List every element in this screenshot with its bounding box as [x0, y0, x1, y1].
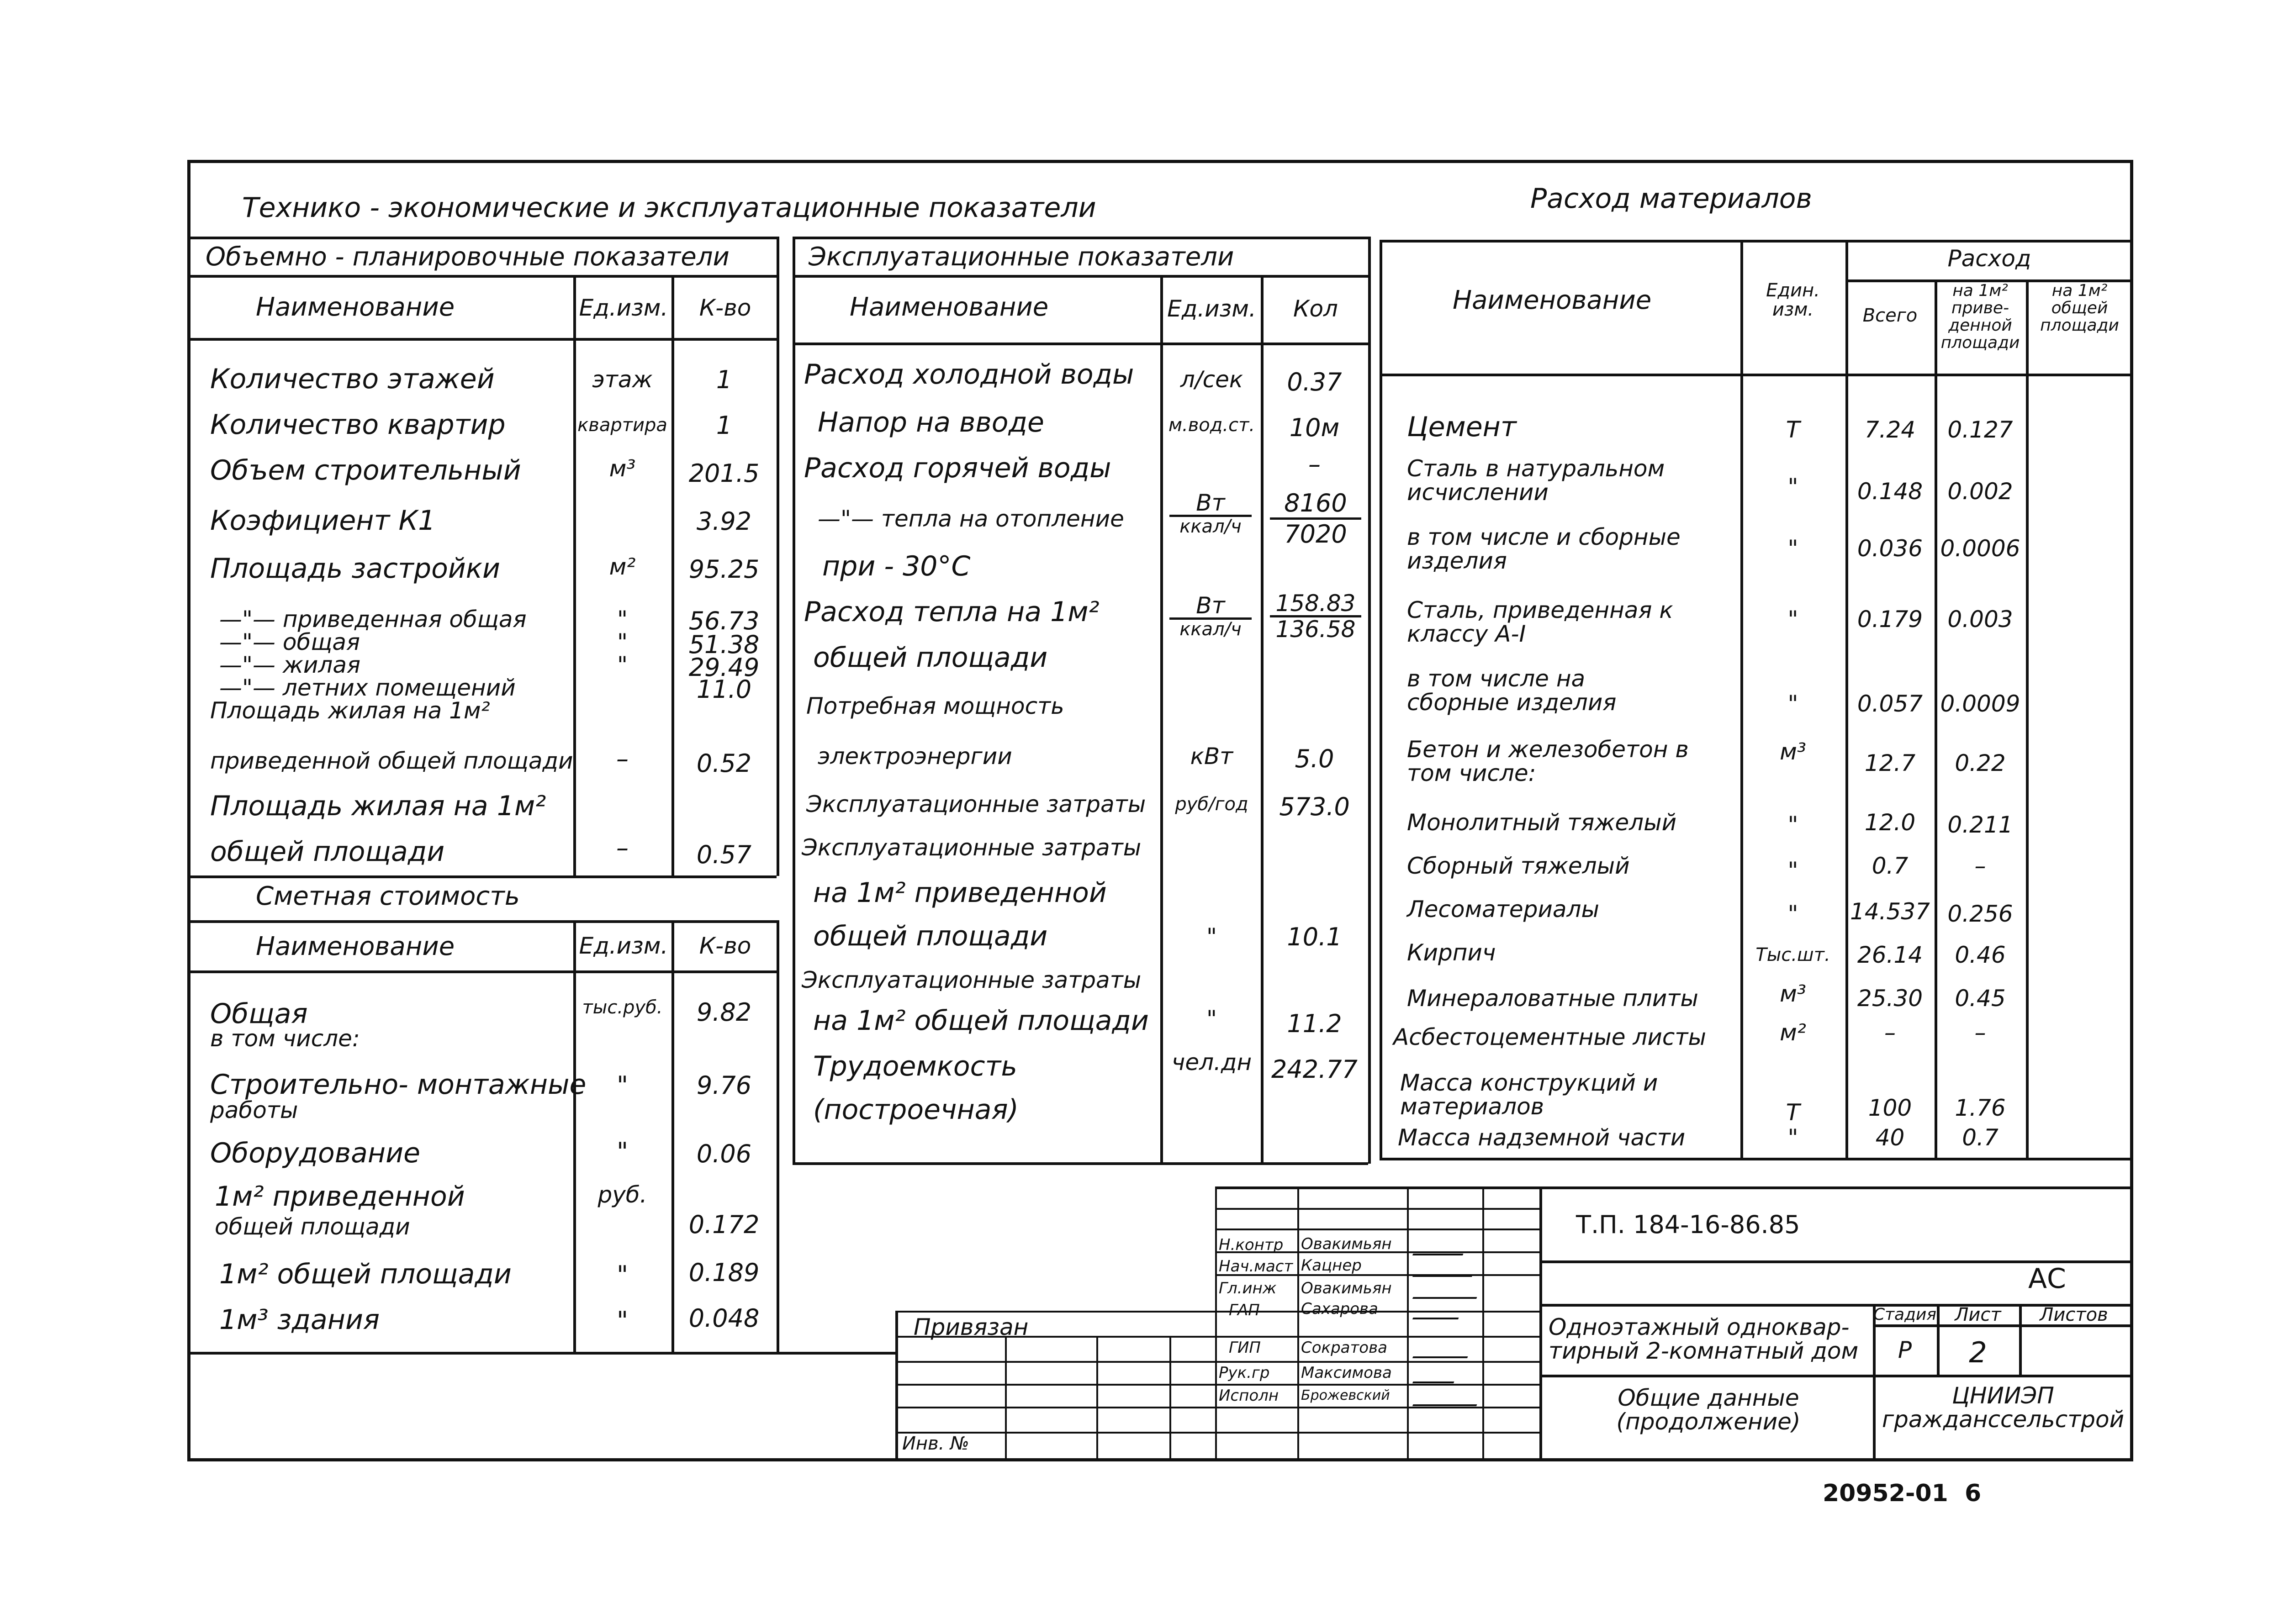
- row-name: Минераловатные плиты: [1407, 985, 1698, 1012]
- row-per: 0.7: [1962, 1124, 1998, 1151]
- row-name: Объем строительный: [210, 454, 521, 486]
- role-label: Н.контр: [1219, 1236, 1284, 1254]
- row-total: –: [1884, 1019, 1896, 1046]
- row-name: 1м³ здания: [219, 1304, 380, 1336]
- row-value: 1: [716, 365, 732, 394]
- row-value: 0.189: [688, 1258, 760, 1287]
- row-unit: –: [616, 833, 629, 862]
- row-name: Сборный тяжелый: [1407, 853, 1630, 879]
- row-name: Площадь застройки: [210, 553, 501, 585]
- row-total: 0.7: [1872, 853, 1909, 879]
- row-name: Цемент: [1407, 411, 1517, 443]
- sheet-header: Лист: [1955, 1304, 2001, 1325]
- row-per: 0.0009: [1940, 691, 2020, 717]
- row-name: 1м² общей площади: [219, 1258, 512, 1290]
- row-value: 9.82: [696, 998, 752, 1027]
- row-unit: м.вод.ст.: [1168, 415, 1255, 436]
- row-name: Масса конструкций и материалов: [1400, 1070, 1658, 1120]
- project-code: Т.П. 184-16-86.85: [1576, 1210, 1800, 1239]
- role-label: ГИП: [1229, 1339, 1261, 1357]
- row-unit: ": [1206, 923, 1217, 950]
- row-unit: кВт: [1190, 743, 1233, 770]
- row-name: общей площади: [813, 642, 1048, 674]
- row-unit: ": [1787, 606, 1798, 633]
- row-name: Лесоматериалы: [1407, 896, 1599, 923]
- row-name: Масса надземной части: [1398, 1124, 1686, 1151]
- row-total: 7.24: [1864, 417, 1916, 443]
- row-name: (построечная): [813, 1094, 1019, 1126]
- row-name: приведенной общей площади: [210, 748, 573, 774]
- row-name: Оборудование: [210, 1137, 420, 1169]
- tied-label: Привязан: [914, 1314, 1029, 1340]
- materials-header-unit: Един. изм.: [1766, 280, 1820, 320]
- row-value: –: [1308, 450, 1321, 479]
- row-total: 0.179: [1857, 606, 1923, 633]
- cost-header-qty: К-во: [699, 933, 751, 959]
- role-label: Рук.гр: [1219, 1364, 1270, 1382]
- row-unit: м²: [1780, 1019, 1806, 1046]
- materials-header-per-reduced: на 1м² приве- денной площади: [1940, 281, 2020, 352]
- row-value: 0.52: [696, 749, 752, 778]
- row-name: Расход тепла на 1м²: [804, 596, 1100, 628]
- row-name: Сталь в натуральном исчислении: [1407, 455, 1665, 506]
- row-name: Эксплуатационные затраты: [802, 967, 1142, 993]
- row-name: Эксплуатационные затраты: [802, 834, 1142, 861]
- person-name: Сахарова: [1301, 1300, 1378, 1318]
- person-name: Сократова: [1301, 1339, 1387, 1357]
- row-value: 29.49: [688, 653, 760, 682]
- row-name: Общая: [210, 998, 308, 1030]
- row-name: Потребная мощность: [806, 693, 1064, 719]
- stage-header: Стадия: [1873, 1305, 1937, 1324]
- row-value: 0.172: [688, 1210, 760, 1239]
- row-unit: л/сек: [1180, 366, 1243, 393]
- stage-value: Р: [1898, 1337, 1912, 1363]
- row-total: 14.537: [1850, 898, 1930, 925]
- row-unit: Т: [1786, 417, 1800, 443]
- row-unit: м³: [609, 455, 636, 482]
- row-per: 0.46: [1955, 942, 2006, 968]
- row-unit: квартира: [577, 415, 667, 436]
- row-unit: ": [617, 1137, 628, 1166]
- row-unit: чел.дн: [1171, 1049, 1252, 1076]
- row-unit: Тыс.шт.: [1755, 944, 1830, 965]
- row-name: Монолитный тяжелый: [1407, 809, 1677, 836]
- row-value: 0.06: [696, 1139, 752, 1168]
- value-numerator: 158.83: [1275, 590, 1356, 617]
- row-per: 1.76: [1955, 1095, 2006, 1121]
- row-name: работы: [210, 1097, 298, 1123]
- ops-header-unit: Ед.изм.: [1167, 295, 1256, 322]
- row-name: Площадь жилая на 1м²: [210, 697, 490, 724]
- role-label: Гл.инж: [1219, 1279, 1277, 1297]
- row-name: Количество этажей: [210, 363, 495, 395]
- row-per: 0.127: [1947, 417, 2013, 443]
- row-name: Площадь жилая на 1м²: [210, 790, 546, 822]
- heat1-values: [1270, 591, 1361, 641]
- row-name: в том числе:: [210, 1025, 360, 1052]
- row-total: 0.036: [1857, 535, 1923, 562]
- row-total: 40: [1875, 1124, 1905, 1151]
- row-name: в том числе и сборные изделия: [1407, 524, 1681, 574]
- row-value: 242.77: [1271, 1055, 1358, 1084]
- sheet-title: Общие данные (продолжение): [1616, 1385, 1801, 1435]
- cost-header-unit: Ед.изм.: [579, 933, 668, 959]
- row-per: 0.0006: [1940, 535, 2020, 562]
- project-name: Одноэтажный одноквар- тирный 2-комнатный дом: [1549, 1314, 1859, 1364]
- row-name: на 1м² приведенной: [813, 877, 1107, 909]
- row-name: общей площади: [215, 1213, 410, 1240]
- row-name: электроэнергии: [818, 743, 1012, 770]
- row-value: 3.92: [696, 507, 752, 536]
- role-label: Нач.маст: [1219, 1257, 1293, 1276]
- row-unit: ": [1787, 857, 1798, 884]
- row-value: 573.0: [1279, 792, 1350, 821]
- row-per: 0.211: [1947, 812, 2013, 838]
- row-per: 0.45: [1955, 985, 2006, 1012]
- row-unit: –: [616, 744, 629, 773]
- row-name: при - 30°С: [822, 550, 971, 582]
- row-value: 10м: [1289, 413, 1340, 442]
- person-name: Овакимьян: [1301, 1279, 1392, 1297]
- person-name: Кацнер: [1301, 1256, 1362, 1275]
- row-unit: ": [1787, 691, 1798, 717]
- row-name: Асбестоцементные листы: [1393, 1024, 1706, 1050]
- role-label: ГАП: [1229, 1301, 1260, 1319]
- unit-denominator: ккал/ч: [1169, 515, 1252, 536]
- row-total: 12.7: [1864, 750, 1916, 776]
- row-name: Расход холодной воды: [804, 359, 1134, 390]
- signature-mark: [1412, 1279, 1484, 1299]
- unit-numerator: Вт: [1196, 592, 1225, 619]
- space-header-name: Наименование: [256, 292, 455, 322]
- row-unit: руб.: [597, 1181, 647, 1208]
- row-name: —"— летних помещений: [219, 675, 516, 701]
- signature-mark: [1412, 1338, 1475, 1358]
- row-per: –: [1974, 1019, 1986, 1046]
- heat1-units: [1169, 594, 1252, 639]
- row-per: 0.256: [1947, 901, 2013, 927]
- row-unit: ": [1206, 1006, 1217, 1032]
- row-unit: тыс.руб.: [582, 997, 663, 1018]
- organization: ЦНИИЭП гражданссельстрой: [1882, 1382, 2125, 1433]
- row-name: Трудоемкость: [813, 1050, 1017, 1082]
- document-number: 20952-01 6: [1823, 1480, 1982, 1507]
- row-total: 0.148: [1857, 478, 1923, 505]
- row-name: —"— жилая: [219, 652, 361, 678]
- row-value: 95.25: [688, 555, 760, 584]
- person-name: Максимова: [1301, 1364, 1392, 1382]
- row-unit: м³: [1780, 981, 1806, 1007]
- row-name: Количество квартир: [210, 409, 506, 441]
- row-value: 56.73: [688, 606, 760, 635]
- value-denominator: 136.58: [1270, 615, 1361, 641]
- signature-mark: [1412, 1235, 1470, 1255]
- main-title: Технико - экономические и эксплуатационные показатели: [242, 192, 1096, 224]
- row-unit: этаж: [592, 366, 653, 393]
- row-value: 10.1: [1287, 923, 1342, 951]
- row-unit: м³: [1780, 738, 1806, 765]
- row-value: 0.57: [696, 840, 752, 869]
- row-name: в том числе на сборные изделия: [1407, 665, 1617, 716]
- materials-header-per-total: на 1м² общей площади: [2040, 281, 2119, 335]
- row-total: 25.30: [1857, 985, 1923, 1012]
- row-unit: ": [1787, 812, 1798, 838]
- row-value: 0.37: [1287, 368, 1342, 396]
- row-name: —"— общая: [219, 629, 360, 655]
- role-label: Исполн: [1219, 1387, 1279, 1405]
- row-unit: ": [617, 629, 628, 655]
- row-name: Бетон и железобетон в том числе:: [1407, 736, 1689, 786]
- row-unit: руб/год: [1175, 794, 1248, 815]
- row-name: Коэфициент К1: [210, 505, 436, 537]
- value-denominator: 7020: [1270, 517, 1361, 548]
- materials-header-total: Всего: [1862, 305, 1918, 326]
- ops-header-name: Наименование: [850, 292, 1049, 322]
- person-name: Овакимьян: [1301, 1235, 1392, 1253]
- row-name: Расход горячей воды: [804, 452, 1111, 484]
- row-value: 5.0: [1295, 744, 1334, 773]
- row-name: Эксплуатационные затраты: [806, 791, 1146, 817]
- mark-label: АС: [2028, 1263, 2066, 1295]
- row-unit: ": [617, 1071, 628, 1100]
- row-total: 12.0: [1864, 809, 1916, 836]
- unit-numerator: Вт: [1196, 490, 1225, 516]
- row-value: 1: [716, 411, 732, 440]
- signature-mark: [1412, 1363, 1461, 1383]
- heat-values: [1270, 489, 1361, 548]
- inv-label: Инв. №: [902, 1433, 969, 1454]
- row-per: 0.002: [1947, 478, 2013, 505]
- unit-denominator: ккал/ч: [1169, 617, 1252, 639]
- space-section-title: Объемно - планировочные показатели: [206, 242, 730, 272]
- row-value: 11.0: [696, 675, 752, 704]
- row-name: на 1м² общей площади: [813, 1005, 1149, 1037]
- row-value: 9.76: [696, 1071, 752, 1100]
- row-per: 0.003: [1947, 606, 2013, 633]
- ops-header-qty: Кол: [1293, 295, 1338, 322]
- row-name: Строительно- монтажные: [210, 1069, 587, 1101]
- row-value: 201.5: [688, 459, 760, 488]
- cost-section-title: Сметная стоимость: [256, 881, 520, 911]
- row-unit: ": [617, 1260, 628, 1289]
- row-name: 1м² приведенной: [215, 1181, 465, 1213]
- row-per: –: [1974, 853, 1986, 879]
- space-header-qty: К-во: [699, 295, 751, 321]
- row-unit: ": [1787, 535, 1798, 562]
- signature-mark: [1412, 1257, 1479, 1277]
- cost-header-name: Наименование: [256, 932, 455, 961]
- value-numerator: 8160: [1284, 489, 1347, 517]
- row-value: 0.048: [688, 1304, 760, 1333]
- signature-mark: [1412, 1386, 1484, 1406]
- row-unit: ": [1787, 901, 1798, 927]
- materials-header-group: Расход: [1947, 245, 2031, 272]
- row-unit: ": [1787, 1124, 1798, 1151]
- ops-section-title: Эксплуатационные показатели: [809, 242, 1234, 272]
- person-name: Брожевский: [1301, 1387, 1390, 1403]
- row-total: 0.057: [1857, 691, 1923, 717]
- row-name: Сталь, приведенная к классу А-I: [1407, 597, 1673, 647]
- row-name: общей площади: [210, 836, 445, 868]
- row-unit: Т: [1786, 1099, 1800, 1126]
- space-header-unit: Ед.изм.: [579, 295, 668, 321]
- row-name: Кирпич: [1407, 939, 1496, 966]
- row-total: 26.14: [1857, 942, 1923, 968]
- row-unit: ": [617, 606, 628, 633]
- materials-header-name: Наименование: [1453, 285, 1652, 315]
- row-name: общей площади: [813, 920, 1048, 952]
- heat-units: [1169, 491, 1252, 536]
- row-value: 51.38: [688, 630, 760, 659]
- materials-title: Расход материалов: [1530, 183, 1812, 215]
- row-name: —"— тепла на отопление: [818, 506, 1124, 532]
- row-name: Напор на вводе: [818, 406, 1044, 438]
- row-total: 100: [1868, 1095, 1912, 1121]
- row-unit: ": [617, 1306, 628, 1335]
- row-name: —"— приведенная общая: [219, 606, 527, 633]
- row-unit: ": [617, 652, 628, 678]
- sheets-header: Листов: [2040, 1304, 2108, 1325]
- sheet-value: 2: [1969, 1336, 1987, 1369]
- signature-mark: [1412, 1299, 1465, 1319]
- row-unit: м²: [609, 554, 636, 580]
- row-unit: ": [1787, 474, 1798, 500]
- row-value: 11.2: [1287, 1009, 1342, 1038]
- row-per: 0.22: [1955, 750, 2006, 776]
